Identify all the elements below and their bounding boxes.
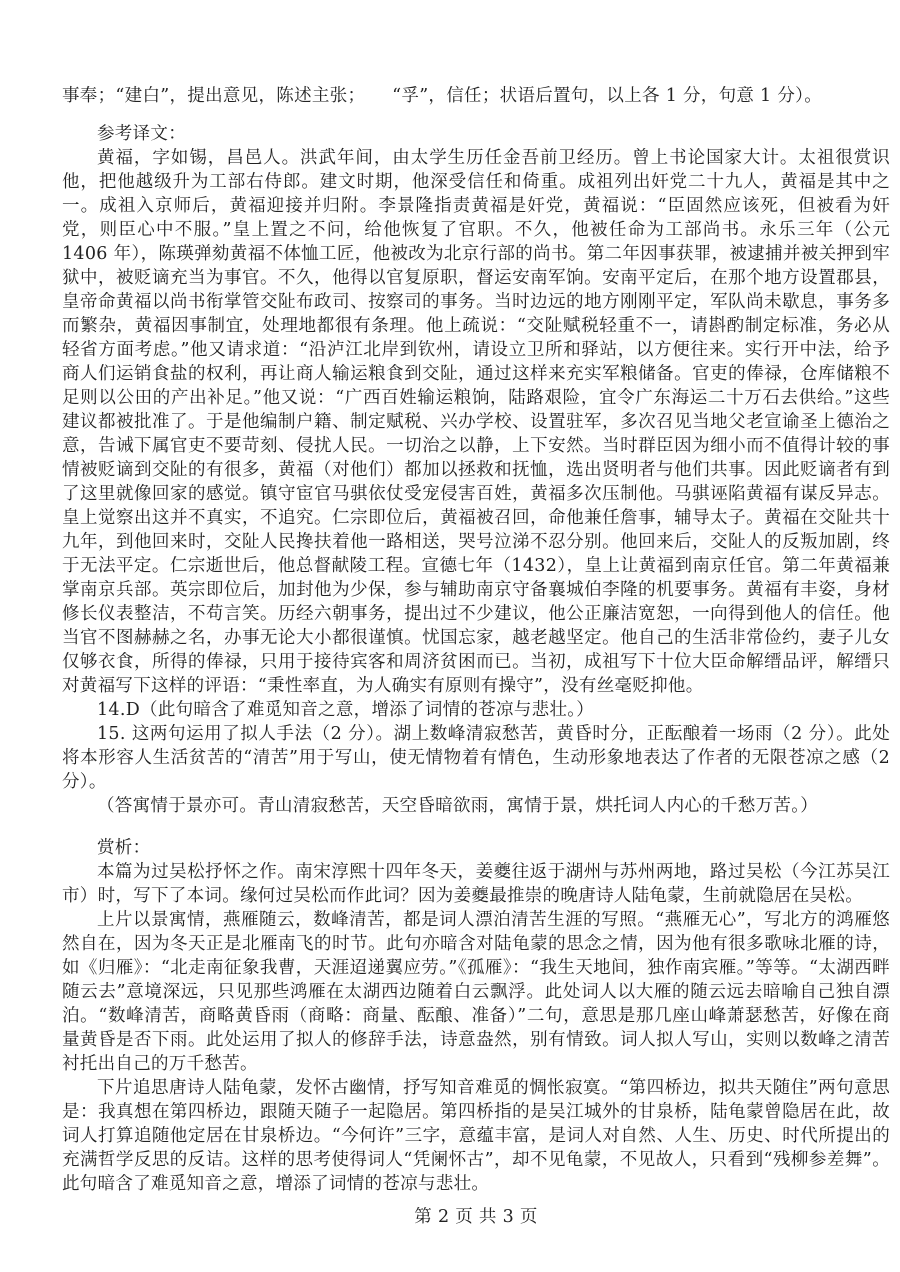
answer-15: 15. 这两句运用了拟人手法（2 分）。湖上数峰清寂愁苦，黄昏时分，正酝酿着一场雨（2 分）。此处将本形容人生活贫苦的“清苦”用于写山，使无情物着有情色，生动形象地表达了作者的无限苍凉之感（2 分）。 <box>62 724 890 792</box>
reference-translation-heading: 参考译文： <box>97 124 186 144</box>
appreciation-paragraph-lower-stanza: 下片追思唐诗人陆龟蒙，发怀古幽情，抒写知音难觅的惆怅寂寞。“第四桥边，拟共天随住”两句意思是：我真想在第四桥边，跟随天随子一起隐居。第四桥指的是吴江城外的甘泉桥，陆龟蒙曾隐居在此，故词人打算追随他定居在甘泉桥边。“今何许”三字，意蕴丰富，是词人对自然、人生、历史、时代所提出的充满哲学反思的反诘。这样的思考使得词人“凭阑怀古”，却不见龟蒙，不见故人，只看到“残柳参差舞”。此句暗含了难觅知音之意，增添了词情的苍凉与悲壮。 <box>62 1078 890 1194</box>
reference-translation-body: 黄福，字如锡，昌邑人。洪武年间，由太学生历任金吾前卫经历。曾上书论国家大计。太祖很赏识他，把他越级升为工部右侍郎。建文时期，他深受信任和倚重。成祖列出奸党二十九人，黄福是其中之一。成祖入京师后，黄福迎接并归附。李景隆指责黄福是奸党，黄福说：“臣固然应该死，但被看为奸党，则臣心中不服。”皇上置之不问，给他恢复了官职。不久，他被任命为工部尚书。永乐三年（公元 1406 年），陈瑛弹劾黄福不体恤工匠，他被改为北京行部的尚书。第二年因事获罪，被逮捕并被关押到牢狱中，被贬谪充当为事官。不久，他得以官复原职，督运安南军饷。安南平定后，在那个地方设置郡县，皇帝命黄福以尚书衔掌管交阯布政司、按察司的事务。当时边远的地方刚刚平定，军队尚未歇息，事务多而繁杂，黄福因事制宜，处理地都很有条理。他上疏说：“交阯赋税轻重不一，请斟酌制定标准，务必从轻省方面考虑。”他又请求道：“沿泸江北岸到钦州，请设立卫所和驿站，以方便往来。实行开中法，给予商人们运销食盐的权利，再让商人输运粮食到交阯，通过这样来充实军粮储备。官吏的俸禄，仓库储粮不足则以公田的产出补足。”他又说：“广西百姓输运粮饷，陆路艰险，宜令广东海运二十万石去供给。”这些建议都被批准了。于是他编制户籍、制定赋税、兴办学校、设置驻军，多次召见当地父老宣谕圣上德治之意，告诫下属官吏不要苛刻、侵扰人民。一切治之以静，上下安然。当时群臣因为细小而不值得计较的事情被贬谪到交阯的有很多，黄福（对他们）都加以拯救和抚恤，选出贤明者与他们共事。因此贬谪者有到了这里就像回家的感觉。镇守宦官马骐依仗受宠侵害百姓，黄福多次压制他。马骐诬陷黄福有谋反异志。皇上觉察出这并不真实，不追究。仁宗即位后，黄福被召回，命他兼任詹事，辅导太子。黄福在交阯共十九年，到他回来时，交阯人民搀扶着他一路相送，哭号泣涕不忍分别。他回来后，交阯人的反叛加剧，终于无法平定。仁宗逝世后，他总督献陵工程。宣德七年（1432），皇上让黄福到南京任官。第二年黄福兼掌南京兵部。英宗即位后，加封他为少保，参与辅助南京守备襄城伯李隆的机要事务。黄福有丰姿，身材修长仪表整洁，不苟言笑。历经六朝事务，提出过不少建议，他公正廉洁宽恕，一向得到他人的信任。他当官不图赫赫之名，办事无论大小都很谨慎。忧国忘家，越老越坚定。他自己的生活非常俭约，妻子儿女仅够衣食，所得的俸禄，只用于接待宾客和周济贫困而已。当初，成祖写下十位大臣命解缙品评，解缙只对黄福写下这样的评语：“秉性率直，为人确实有原则有操守”，没有丝毫贬抑他。 <box>62 148 890 696</box>
answer-15-alternative-note: （答寓情于景亦可。青山清寂愁苦，天空昏暗欲雨，寓情于景，烘托词人内心的千愁万苦。） <box>97 796 819 816</box>
appreciation-heading: 赏析： <box>97 838 151 858</box>
answer-13-continuation: 事奉；“建白”，提出意见，陈述主张； “孚”，信任；状语后置句，以上各 1 分，句意 1 分）。 <box>62 86 823 106</box>
appreciation-paragraph-background: 本篇为过吴松抒怀之作。南宋淳熙十四年冬天，姜夔往返于湖州与苏州两地，路过吴松（今江苏吴江市）时，写下了本词。缘何过吴松而作此词？因为姜夔最推崇的晚唐诗人陆龟蒙，生前就隐居在吴松。 <box>62 862 890 906</box>
document-content <box>62 84 890 1229</box>
page-number-footer: 第 2 页 共 3 页 <box>414 1207 538 1227</box>
answer-14: 14.D（此句暗含了难觅知音之意，增添了词情的苍凉与悲壮。） <box>97 700 595 720</box>
appreciation-paragraph-upper-stanza: 上片以景寓情，燕雁随云，数峰清苦，都是词人漂泊清苦生涯的写照。“燕雁无心”，写北方的鸿雁悠然自在，因为冬天正是北雁南飞的时节。此句亦暗含对陆龟蒙的思念之情，因为他有很多歌咏北雁的诗，如《归雁》：“北走南征象我曹，天涯迢递翼应劳。”《孤雁》：“我生天地间，独作南宾雁。”等等。“太湖西畔随云去”意境深远，只见那些鸿雁在太湖西边随着白云飘浮。此处词人以大雁的随云远去暗喻自己独自漂泊。“数峰清苦，商略黄昏雨（商略：商量、酝酿、准备）”二句，意思是那几座山峰萧瑟愁苦，好像在商量黄昏是否下雨。此处运用了拟人的修辞手法，诗意盎然，别有情致。词人拟人写山，实则以数峰之清苦衬托出自己的万千愁苦。 <box>62 910 890 1074</box>
